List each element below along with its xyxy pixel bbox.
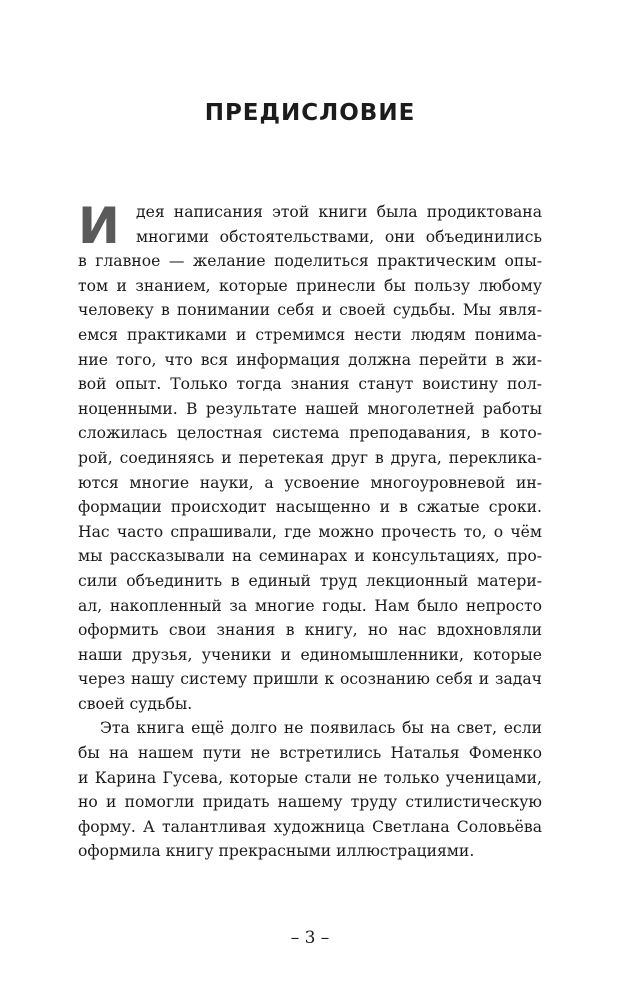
text-line: формации происходит насыщенно и в сжатые сроки. bbox=[78, 498, 542, 517]
text-line: рой, соединяясь и перетекая друг в друга, переклика- bbox=[78, 448, 542, 467]
text-line: ются многие науки, а усвоение многоуровневой ин- bbox=[78, 473, 542, 492]
text-line: мы рассказывали на семинарах и консультациях, про- bbox=[78, 547, 542, 566]
text-line: и Карина Гусева, которые стали не только ученицами, bbox=[78, 768, 542, 787]
text-line: своей судьбы. bbox=[78, 694, 193, 713]
text-line: том и знанием, которые принесли бы пользу любому bbox=[78, 276, 542, 295]
drop-cap-letter: И bbox=[78, 197, 120, 255]
text-line: Эта книга ещё долго не появилась бы на свет, если bbox=[100, 719, 542, 738]
text-body bbox=[78, 197, 542, 864]
chapter-title: ПРЕДИСЛОВИЕ bbox=[204, 100, 416, 126]
text-line: ние того, что вся информация должна перейти в жи- bbox=[78, 350, 542, 369]
text-line: бы на нашем пути не встретились Наталья Фоменко bbox=[78, 744, 542, 763]
text-line: оформить свои знания в книгу, но нас вдохновляли bbox=[78, 621, 542, 640]
text-line: форму. А талантливая художница Светлана Соловьёва bbox=[78, 817, 542, 836]
text-line: оформила книгу прекрасными иллюстрациями. bbox=[78, 842, 475, 861]
text-line: через нашу систему пришли к осознанию себя и задач bbox=[78, 670, 542, 689]
text-line: сложилась целостная система преподавания, в кото- bbox=[78, 424, 542, 443]
text-line: дея написания этой книги была продиктована bbox=[136, 203, 542, 221]
text-line: вой опыт. Только тогда знания станут воистину пол- bbox=[78, 375, 542, 394]
paragraph-1 bbox=[78, 197, 542, 716]
text-line: емся практиками и стремимся нести людям понима- bbox=[78, 325, 542, 344]
text-line: в главное — желание поделиться практическим опы- bbox=[78, 252, 542, 271]
text-line: ал, накопленный за многие годы. Нам было непросто bbox=[78, 596, 542, 615]
text-line: сили объединить в единый труд лекционный матери- bbox=[78, 571, 542, 590]
text-line: многими обстоятельствами, они объединились bbox=[136, 227, 542, 246]
page-number: – 3 – bbox=[290, 928, 330, 948]
text-line: ноценными. В результате нашей многолетней работы bbox=[78, 399, 542, 418]
text-line: Нас часто спрашивали, где можно прочесть то, о чём bbox=[78, 522, 542, 541]
text-line: но и помогли придать нашему труду стилистическую bbox=[78, 793, 542, 812]
paragraph-2 bbox=[78, 716, 542, 864]
text-line: наши друзья, ученики и единомышленники, которые bbox=[78, 645, 542, 664]
text-line: человеку в понимании себя и своей судьбы. Мы явля- bbox=[78, 301, 542, 320]
